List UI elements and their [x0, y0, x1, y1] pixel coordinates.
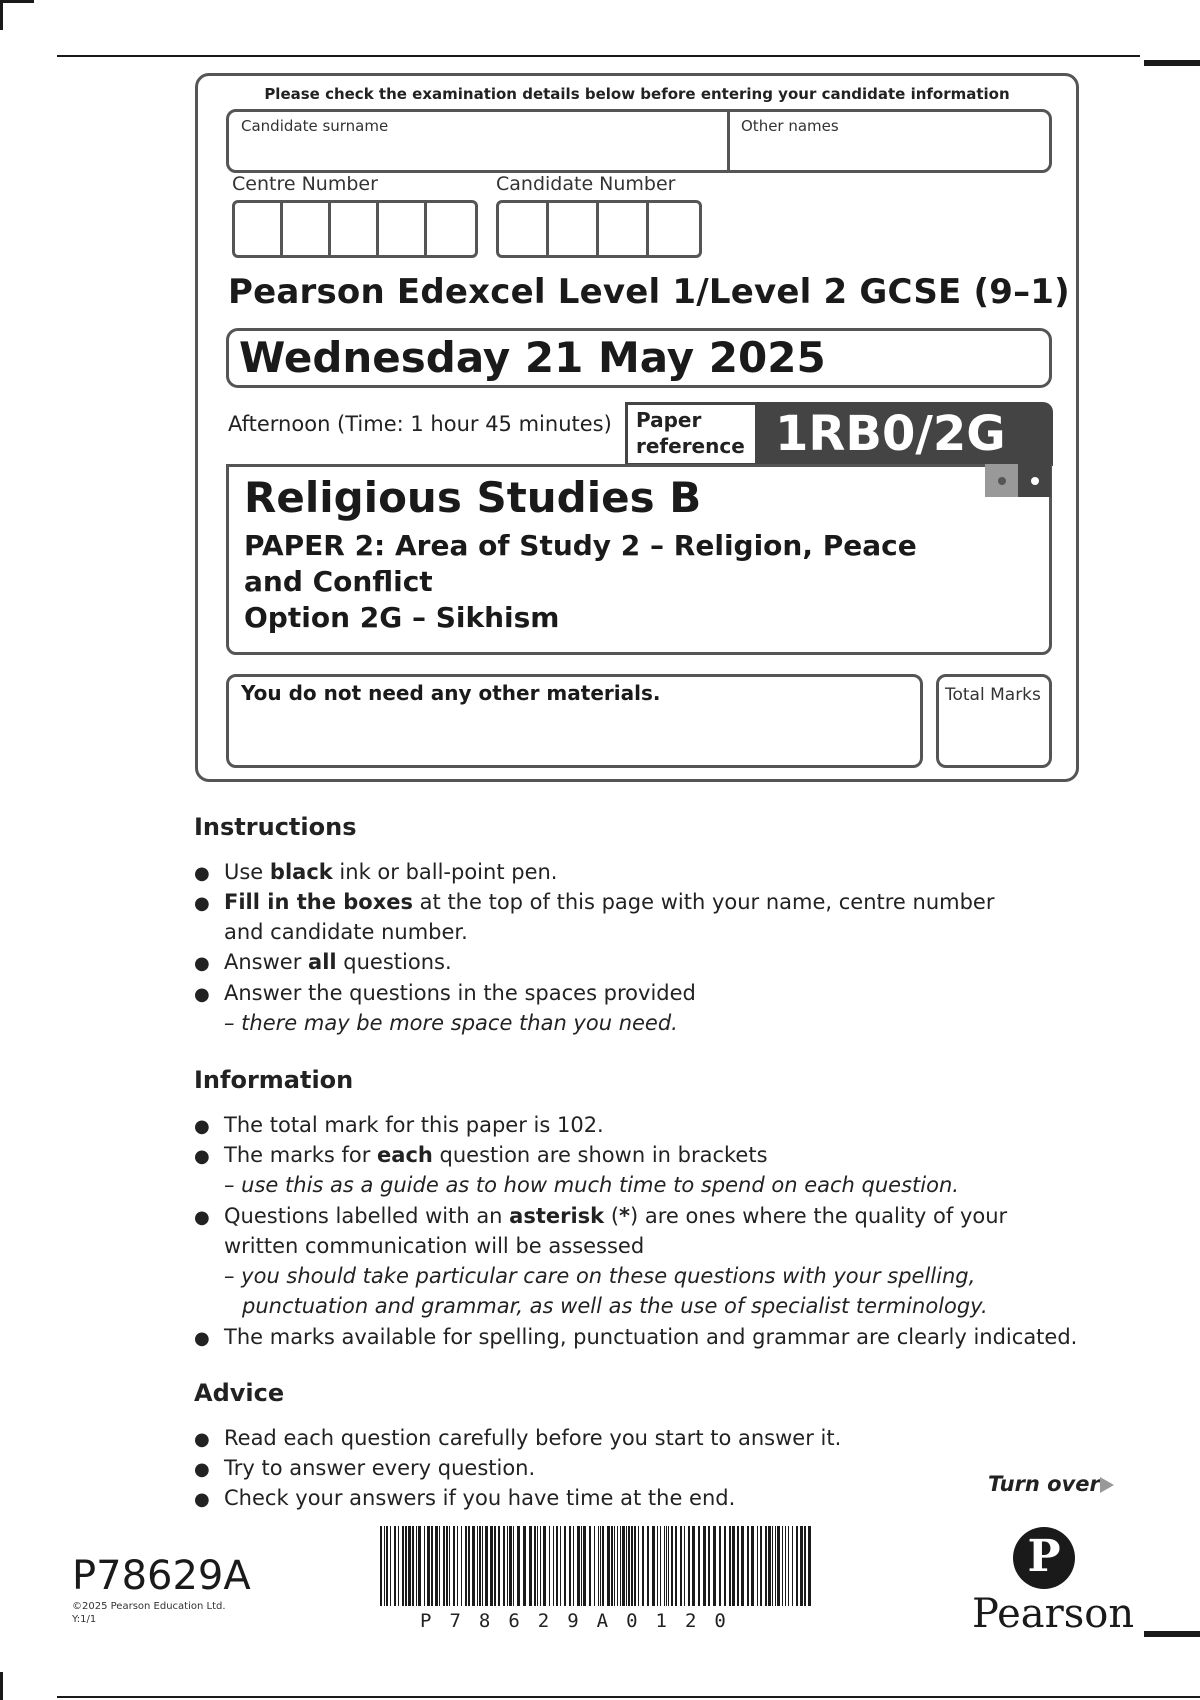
- copyright-line: ©2025 Pearson Education Ltd.: [72, 1601, 226, 1612]
- barcode-bar: [424, 1526, 425, 1606]
- bullet-icon: ●: [194, 953, 210, 974]
- bullet-icon: ●: [194, 863, 210, 884]
- pearson-logo-icon: [1013, 1527, 1075, 1589]
- barcode-bar: [808, 1526, 811, 1606]
- barcode-bar: [564, 1526, 566, 1606]
- barcode-bar: [737, 1526, 739, 1606]
- pearson-logo-word: Pearson: [972, 1591, 1135, 1637]
- qualification-title: Pearson Edexcel Level 1/Level 2 GCSE (9–1): [228, 272, 1070, 312]
- barcode-bar: [631, 1526, 633, 1606]
- barcode-bar: [577, 1526, 580, 1606]
- barcode-bar: [443, 1526, 445, 1606]
- barcode-bar: [598, 1526, 599, 1606]
- instruction-item: ● Answer the questions in the spaces provided: [194, 978, 696, 1010]
- barcode-bar: [698, 1526, 700, 1606]
- candidate-digit-box[interactable]: [499, 203, 549, 255]
- barcode-bar: [534, 1526, 536, 1606]
- candidate-digit-box[interactable]: [549, 203, 599, 255]
- barcode-bar: [477, 1526, 478, 1606]
- barcode-bar: [529, 1526, 532, 1606]
- bullet-icon: ●: [194, 1489, 210, 1510]
- barcode-bar: [602, 1526, 604, 1606]
- barcode-bar: [435, 1526, 438, 1606]
- centre-digit-box[interactable]: [331, 203, 379, 255]
- barcode-bar: [652, 1526, 655, 1606]
- barcode-bar: [386, 1526, 388, 1606]
- barcode-bar: [589, 1526, 591, 1606]
- candidate-number-boxes[interactable]: [496, 200, 702, 258]
- barcode-bar: [760, 1526, 762, 1606]
- barcode-bar: [622, 1526, 625, 1606]
- advice-item: ● Read each question carefully before you start to answer it.: [194, 1423, 841, 1455]
- information-heading: Information: [194, 1066, 354, 1094]
- barcode-bar: [569, 1526, 571, 1606]
- barcode-bar: [498, 1526, 500, 1606]
- paper-reference-code: 1RB0/2G: [775, 406, 1006, 462]
- barcode-bar: [461, 1526, 462, 1606]
- barcode-bar: [800, 1526, 803, 1606]
- barcode-bar: [620, 1526, 621, 1606]
- centre-digit-box[interactable]: [235, 203, 283, 255]
- barcode-bar: [775, 1526, 776, 1606]
- barcode-bar: [390, 1526, 391, 1606]
- materials-note: You do not need any other materials.: [241, 681, 661, 705]
- bullet-icon: ●: [194, 893, 210, 914]
- information-continuation: – use this as a guide as to how much time to spend on each question.: [224, 1173, 959, 1197]
- barcode-bar: [380, 1526, 382, 1606]
- barcode-bar: [507, 1526, 508, 1606]
- barcode-number: P78629A0120: [420, 1610, 744, 1632]
- barcode-bar: [777, 1526, 780, 1606]
- name-box: [226, 109, 1052, 173]
- barcode-bar: [394, 1526, 396, 1606]
- barcode-bar: [626, 1526, 627, 1606]
- side-mark-top: [1144, 60, 1200, 66]
- barcode-bar: [729, 1526, 731, 1606]
- pearson-logo-letter: P: [1027, 1531, 1061, 1582]
- barcode-bar: [490, 1526, 493, 1606]
- barcode-bar: [553, 1526, 554, 1606]
- barcode-bar: [573, 1526, 574, 1606]
- total-marks-label: Total Marks: [945, 685, 1041, 705]
- instructions-heading: Instructions: [194, 813, 357, 841]
- barcode-bar: [732, 1526, 735, 1606]
- barcode-bar: [703, 1526, 706, 1606]
- information-item: ● Questions labelled with an asterisk (*) are ones where the quality of your: [194, 1201, 1007, 1233]
- information-item: ● The marks for each question are shown in brackets: [194, 1140, 768, 1172]
- barcode-bar: [594, 1526, 595, 1606]
- barcode-bar: [408, 1526, 411, 1606]
- barcode-bar: [540, 1526, 541, 1606]
- barcode-bar: [482, 1526, 483, 1606]
- barcode-bar: [628, 1526, 630, 1606]
- barcode-bar: [600, 1526, 601, 1606]
- barcode: [380, 1526, 816, 1606]
- turn-over-arrow-icon: [1100, 1477, 1114, 1493]
- barcode-bar: [412, 1526, 414, 1606]
- barcode-bar: [513, 1526, 514, 1606]
- advice-item: ● Try to answer every question.: [194, 1453, 535, 1485]
- bullet-icon: ●: [194, 1116, 210, 1137]
- barcode-bar: [549, 1526, 550, 1606]
- bullet-icon: ●: [194, 1146, 210, 1167]
- barcode-bar: [708, 1526, 710, 1606]
- barcode-bar: [439, 1526, 440, 1606]
- barcode-bar: [719, 1526, 721, 1606]
- copyright: [72, 1600, 226, 1626]
- turn-over-label: Turn over: [988, 1472, 1100, 1496]
- barcode-bar: [642, 1526, 644, 1606]
- barcode-bar: [583, 1526, 586, 1606]
- centre-number-boxes[interactable]: [232, 200, 478, 258]
- barcode-bar: [543, 1526, 546, 1606]
- barcode-bar: [402, 1526, 404, 1606]
- barcode-bar: [453, 1526, 455, 1606]
- crop-mark-tl-v: [0, 0, 3, 30]
- paper-reference-label-text: Paper reference: [636, 408, 745, 458]
- barcode-bar: [692, 1526, 695, 1606]
- paper-code: P78629A: [72, 1553, 251, 1599]
- candidate-digit-box[interactable]: [599, 203, 649, 255]
- information-continuation: punctuation and grammar, as well as the use of specialist terminology.: [242, 1294, 988, 1318]
- candidate-details-frame: [195, 73, 1079, 782]
- bottom-rule: [57, 1696, 1200, 1698]
- information-item: ● The total mark for this paper is 102.: [194, 1110, 604, 1142]
- centre-number-label: Centre Number: [232, 173, 378, 195]
- barcode-bar: [494, 1526, 496, 1606]
- barcode-bar: [751, 1526, 754, 1606]
- barcode-bar: [416, 1526, 417, 1606]
- barcode-bar: [782, 1526, 783, 1606]
- barcode-bar: [560, 1526, 561, 1606]
- dot-left: [985, 464, 1018, 497]
- barcode-bar: [713, 1526, 716, 1606]
- dot-right: [1018, 464, 1051, 497]
- subject-line: PAPER 2: Area of Study 2 – Religion, Peace: [244, 529, 917, 562]
- barcode-bar: [537, 1526, 538, 1606]
- barcode-bar: [614, 1526, 615, 1606]
- barcode-bar: [768, 1526, 771, 1606]
- barcode-bar: [503, 1526, 505, 1606]
- subject-title: Religious Studies B: [244, 473, 702, 522]
- advice-item: ● Check your answers if you have time at the end.: [194, 1483, 735, 1515]
- barcode-bar: [449, 1526, 450, 1606]
- barcode-bar: [398, 1526, 399, 1606]
- barcode-bar: [666, 1526, 667, 1606]
- total-marks-box[interactable]: [936, 674, 1052, 768]
- barcode-bar: [788, 1526, 789, 1606]
- information-item: ● The marks available for spelling, punctuation and grammar are clearly indicated.: [194, 1322, 1077, 1354]
- centre-digit-box[interactable]: [379, 203, 427, 255]
- crop-mark-tl-h: [0, 0, 34, 3]
- barcode-bar: [724, 1526, 726, 1606]
- barcode-bar: [405, 1526, 407, 1606]
- barcode-bar: [431, 1526, 433, 1606]
- barcode-bar: [796, 1526, 798, 1606]
- dots-indicator: [985, 464, 1052, 497]
- barcode-bar: [446, 1526, 448, 1606]
- candidate-number-label: Candidate Number: [496, 173, 676, 195]
- barcode-bar: [427, 1526, 430, 1606]
- barcode-bar: [785, 1526, 786, 1606]
- barcode-bar: [485, 1526, 488, 1606]
- barcode-bar: [638, 1526, 639, 1606]
- barcode-bar: [765, 1526, 767, 1606]
- name-divider: [727, 112, 730, 170]
- bullet-icon: ●: [194, 1328, 210, 1349]
- instruction-item: ● Answer all questions.: [194, 947, 452, 979]
- subject-line: Option 2G – Sikhism: [244, 601, 560, 634]
- barcode-bar: [509, 1526, 512, 1606]
- barcode-bar: [671, 1526, 673, 1606]
- barcode-bar: [479, 1526, 481, 1606]
- barcode-bar: [757, 1526, 758, 1606]
- advice-heading: Advice: [194, 1379, 285, 1407]
- instruction-item: ● Use black ink or ball-point pen.: [194, 857, 557, 889]
- barcode-bar: [804, 1526, 806, 1606]
- barcode-bar: [647, 1526, 649, 1606]
- barcode-bar: [384, 1526, 385, 1606]
- subject-box: [226, 464, 1052, 655]
- bullet-icon: ●: [194, 1429, 210, 1450]
- barcode-bar: [617, 1526, 618, 1606]
- barcode-bar: [680, 1526, 682, 1606]
- instruction-item: ● Fill in the boxes at the top of this page with your name, centre number: [194, 887, 994, 919]
- barcode-bar: [581, 1526, 582, 1606]
- barcode-bar: [772, 1526, 773, 1606]
- barcode-bar: [634, 1526, 636, 1606]
- bullet-icon: ●: [194, 1207, 210, 1228]
- date-box: [226, 328, 1052, 388]
- barcode-bar: [660, 1526, 661, 1606]
- barcode-bar: [684, 1526, 685, 1606]
- bullet-icon: ●: [194, 1459, 210, 1480]
- centre-digit-box[interactable]: [283, 203, 331, 255]
- barcode-bar: [457, 1526, 458, 1606]
- barcode-bar: [472, 1526, 475, 1606]
- barcode-bar: [657, 1526, 658, 1606]
- barcode-bar: [517, 1526, 520, 1606]
- barcode-bar: [675, 1526, 677, 1606]
- barcode-bar: [664, 1526, 665, 1606]
- barcode-bar: [668, 1526, 669, 1606]
- copyright-line: Y:1/1: [72, 1614, 97, 1625]
- candidate-digit-box[interactable]: [649, 203, 699, 255]
- instruction-continuation: and candidate number.: [224, 920, 468, 944]
- barcode-bar: [523, 1526, 526, 1606]
- barcode-bar: [688, 1526, 690, 1606]
- bullet-icon: ●: [194, 984, 210, 1005]
- information-continuation: written communication will be assessed: [224, 1234, 645, 1258]
- barcode-bar: [747, 1526, 749, 1606]
- subject-line: and Conflict: [244, 565, 433, 598]
- crop-mark-bl-v: [0, 1672, 3, 1700]
- side-mark-bottom: [1144, 1631, 1200, 1637]
- barcode-bar: [418, 1526, 421, 1606]
- barcode-bar: [607, 1526, 610, 1606]
- paper-reference-block: [625, 402, 1053, 466]
- candidate-surname-label: Candidate surname: [241, 117, 389, 135]
- instruction-continuation: – there may be more space than you need.: [224, 1011, 678, 1035]
- information-continuation: – you should take particular care on these questions with your spelling,: [224, 1264, 976, 1288]
- barcode-bar: [468, 1526, 470, 1606]
- barcode-bar: [611, 1526, 613, 1606]
- exam-date: Wednesday 21 May 2025: [239, 333, 826, 382]
- top-rule: [57, 55, 1140, 57]
- barcode-bar: [465, 1526, 467, 1606]
- materials-box: [226, 674, 923, 768]
- paper-reference-label: [628, 405, 755, 463]
- barcode-bar: [792, 1526, 793, 1606]
- session-time: Afternoon (Time: 1 hour 45 minutes): [228, 412, 612, 436]
- check-note: Please check the examination details below before entering your candidate information: [264, 85, 1010, 103]
- barcode-bar: [741, 1526, 744, 1606]
- barcode-bar: [556, 1526, 558, 1606]
- other-names-label: Other names: [741, 117, 839, 135]
- centre-digit-box[interactable]: [427, 203, 475, 255]
